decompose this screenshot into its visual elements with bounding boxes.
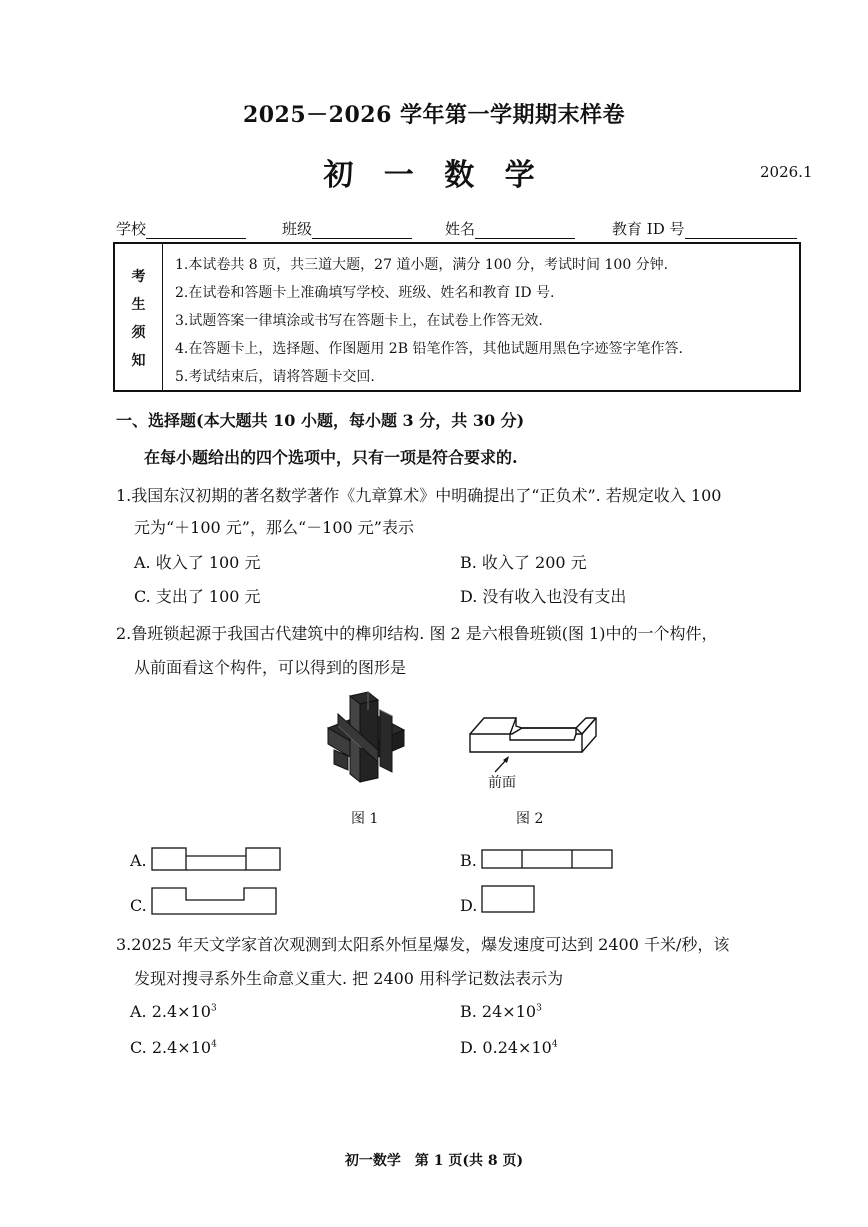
q3-option-b-base: B. 24×10 [460,1002,537,1021]
q1-option-a[interactable]: A. 收入了 100 元 [134,553,261,572]
notice-heading-char: 生 [131,297,146,313]
q3-option-a[interactable] [130,1002,217,1021]
notice-heading-char: 考 [131,269,146,285]
q3-option-c-base: C. 2.4×10 [130,1038,212,1057]
exam-date: 2026.1 [760,163,813,181]
class-field [282,218,412,239]
q3-option-b-exponent: 3 [536,1003,542,1014]
notice-item: 2.在试卷和答题卡上准确填写学校、班级、姓名和教育 ID 号. [175,285,555,301]
edu-id-blank [685,224,797,239]
school-field [116,218,246,239]
q1-option-b[interactable]: B. 收入了 200 元 [460,553,587,572]
edu-id-label: 教育 ID 号 [612,220,685,238]
page-footer: 初一数学 第 1 页(共 8 页) [344,1153,524,1169]
q3-option-c[interactable] [130,1038,217,1057]
question-2-line: 2.鲁班锁起源于我国古代建筑中的榫卯结构. 图 2 是六根鲁班锁(图 1)中的一个构件， [116,624,718,643]
q2-option-d-shape [480,884,536,914]
edu-id-field [612,218,797,239]
section-title: 一、选择题(本大题共 10 小题，每小题 3 分，共 30 分) [116,411,525,430]
notice-heading-char: 知 [131,353,146,369]
figure-2-caption: 图 2 [516,811,544,827]
q2-option-b[interactable]: B. [460,851,477,870]
question-1-line: 1.我国东汉初期的著名数学著作《九章算术》中明确提出了“正负术”. 若规定收入 100 [116,486,722,505]
luban-lock-figure [318,690,410,790]
notice-item: 1.本试卷共 8 页，共三道大题，27 道小题，满分 100 分，考试时间 100 分钟. [175,257,669,273]
school-label: 学校 [116,220,147,238]
q2-option-b-shape [480,848,614,870]
q3-option-c-exponent: 4 [211,1039,217,1050]
component-figure [466,712,602,758]
q3-option-a-base: A. 2.4×10 [130,1002,211,1021]
q3-option-d-base: D. 0.24×10 [460,1038,552,1057]
notice-item: 5.考试结束后，请将答题卡交回. [175,369,375,385]
notice-item: 4.在答题卡上，选择题、作图题用 2B 铅笔作答，其他试题用黑色字迹签字笔作答. [175,341,683,357]
q2-option-d[interactable]: D. [460,896,478,915]
class-blank [312,224,412,239]
subject-title: 初 一 数 学 [323,158,545,193]
q2-option-a-shape [150,846,282,872]
name-label: 姓名 [445,220,476,238]
q3-option-a-exponent: 3 [210,1003,217,1014]
q2-option-c-shape [150,886,278,916]
q3-option-d-exponent: 4 [551,1039,558,1050]
question-3-line: 3.2025 年天文学家首次观测到太阳系外恒星爆发，爆发速度可达到 2400 千米/秒，该 [116,935,730,954]
school-blank [146,224,246,239]
figure-1-caption: 图 1 [351,811,379,827]
question-1-line: 元为“＋100 元”，那么“－100 元”表示 [134,518,414,537]
front-arrow-icon [492,754,512,774]
notice-heading [115,244,163,390]
q1-option-c[interactable]: C. 支出了 100 元 [134,587,261,606]
notice-heading-char: 须 [131,325,146,341]
name-blank [475,224,575,239]
notice-item: 3.试题答案一律填涂或书写在答题卡上，在试卷上作答无效. [175,313,543,329]
question-3-line: 发现对搜寻系外生命意义重大. 把 2400 用科学记数法表示为 [134,969,564,988]
section-instruction: 在每小题给出的四个选项中，只有一项是符合要求的. [144,448,518,467]
front-label: 前面 [488,775,516,791]
q2-option-c[interactable]: C. [130,896,147,915]
exam-title: 2025－2026 学年第一学期期末样卷 [242,102,626,128]
class-label: 班级 [282,220,313,238]
q2-option-a[interactable]: A. [130,851,147,870]
q3-option-b[interactable] [460,1002,542,1021]
candidate-notice-box [113,242,801,392]
name-field [445,218,575,239]
question-2-line: 从前面看这个构件，可以得到的图形是 [134,658,407,677]
q3-option-d[interactable] [460,1038,558,1057]
q1-option-d[interactable]: D. 没有收入也没有支出 [460,587,627,606]
